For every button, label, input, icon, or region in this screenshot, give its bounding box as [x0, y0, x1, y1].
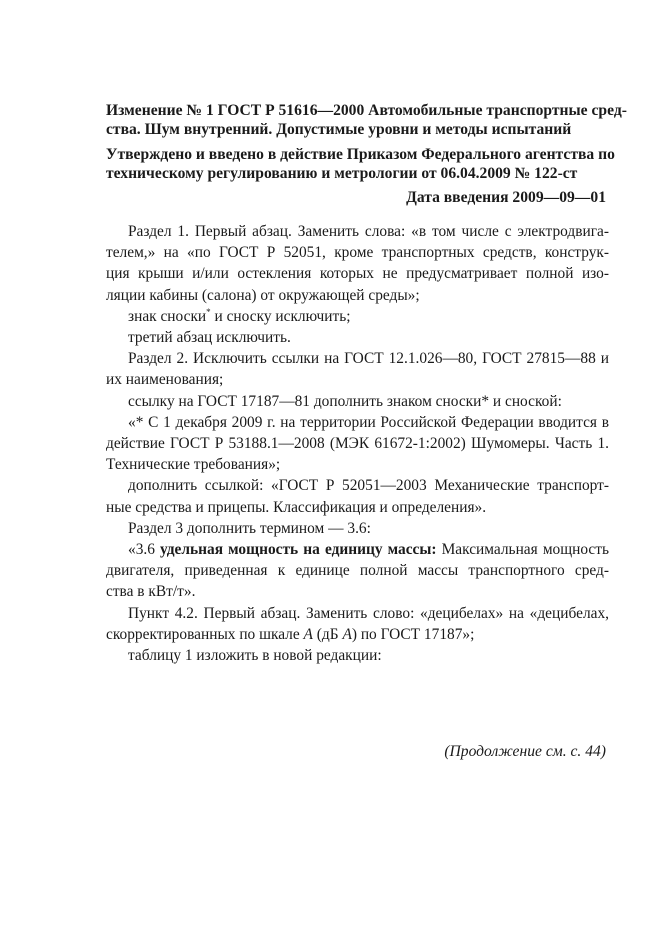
p10-text-a: скорректированных по шкале — [106, 625, 304, 643]
p9-line-2: двигателя, приведенная к единице полной массы транспортного сред- — [106, 562, 609, 580]
p7-line-2: ные средства и прицепы. Классификация и определения». — [106, 498, 487, 516]
p10-scale-a: А — [303, 625, 313, 643]
p7-line-1: дополнить ссылкой: «ГОСТ Р 52051—2003 Механические транспорт- — [128, 477, 609, 495]
p6-line-3: Технические требования»; — [106, 456, 281, 474]
p2-text-b: и сноску исключить; — [210, 307, 351, 325]
p6-line-1: «* С 1 декабря 2009 г. на территории Российской Федерации вводится в — [128, 413, 609, 431]
p8-line: Раздел 3 дополнить термином — 3.6: — [128, 519, 371, 537]
p9-line-3: ства в кВт/т». — [106, 583, 196, 601]
p2-text-a: знак сноски — [128, 307, 207, 325]
document-header — [106, 101, 627, 139]
title-line-1: Изменение № 1 ГОСТ Р 51616—2000 Автомобильные транспортные сред- — [106, 102, 627, 119]
p4-line-1: Раздел 2. Исключить ссылки на ГОСТ 12.1.026—80, ГОСТ 27815—88 и — [128, 350, 609, 368]
footnote-mark: * — [206, 306, 211, 317]
effective-date: Дата введения 2009—09—01 — [406, 189, 606, 206]
p10-text-e: ) по ГОСТ 17187»; — [351, 625, 475, 643]
p5-line: ссылку на ГОСТ 17187—81 дополнить знаком сноски* и сноской: — [128, 392, 562, 410]
p11-line: таблицу 1 изложить в новой редакции: — [128, 647, 382, 665]
p1-line-2: телем,» на «по ГОСТ Р 52051, кроме транспортных средств, конструк- — [106, 244, 609, 262]
p10-line-1: Пункт 4.2. Первый абзац. Заменить слово: «децибелах» на «децибелах, — [128, 604, 609, 622]
p4-line-2: их наименования; — [106, 371, 224, 389]
p9-prefix: «3.6 — [128, 541, 161, 559]
document-body — [106, 221, 609, 666]
p9-term: удельная мощность на единицу массы: — [160, 541, 437, 559]
p10-line-2 — [106, 624, 609, 645]
p3-line: третий абзац исключить. — [128, 329, 291, 347]
continuation-note: (Продолжение см. с. 44) — [444, 743, 606, 760]
p2-line — [106, 306, 609, 327]
p10-unit-a: А — [342, 625, 352, 643]
p6-line-2: действие ГОСТ Р 53188.1—2008 (МЭК 61672-1:2002) Шумомеры. Часть 1. — [106, 435, 609, 453]
approval-line-1: Утверждено и введено в действие Приказом Федерального агентства по — [106, 146, 615, 163]
title-line-2: ства. Шум внутренний. Допустимые уровни и методы испытаний — [106, 121, 572, 138]
p9-line-1 — [106, 539, 609, 560]
p9-rest: Максимальная мощность — [436, 541, 609, 559]
approval-line-2: техническому регулированию и метрологии от 06.04.2009 № 122-ст — [106, 165, 578, 182]
p10-text-c: (дБ — [312, 625, 343, 643]
approval-block — [106, 145, 615, 207]
p1-line-1: Раздел 1. Первый абзац. Заменить слова: «в том числе с электродвига- — [128, 223, 609, 240]
p1-line-3: ция крыши и/или остекления которых не предусматривает полной изо- — [106, 265, 609, 283]
p1-line-4: ляции кабины (салона) от окружающей среды»; — [106, 286, 420, 304]
